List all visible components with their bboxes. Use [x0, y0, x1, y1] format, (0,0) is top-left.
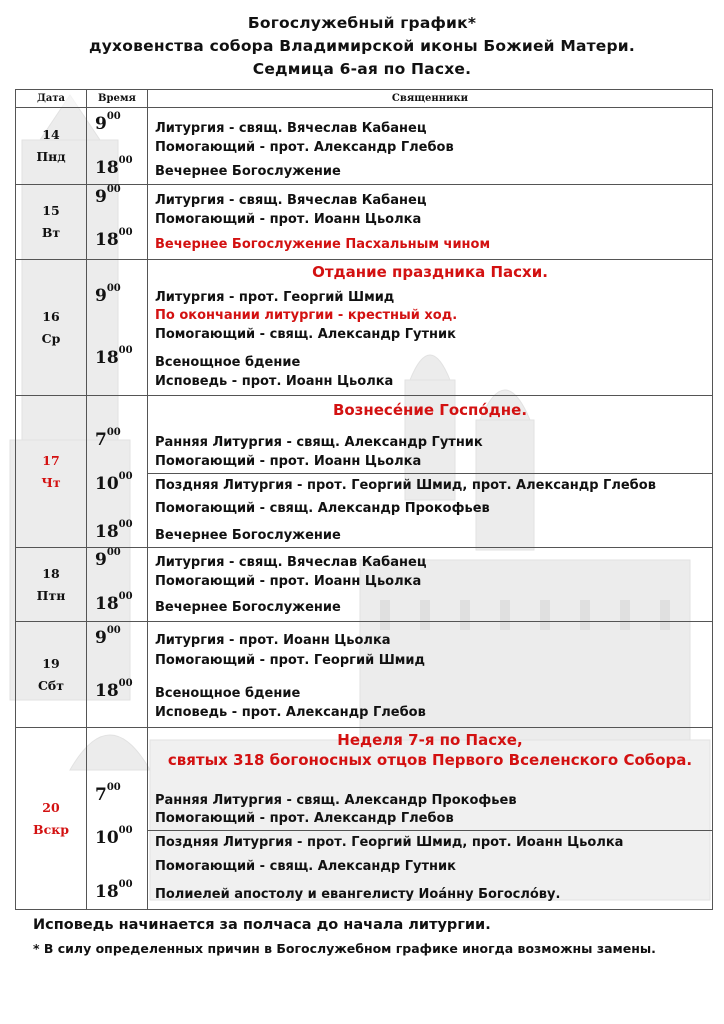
service-line: Поздняя Литургия - прот. Георгий Шмид, прот. Иоанн Цьолка: [155, 835, 624, 850]
service-line: Вечернее Богослужение: [155, 164, 341, 179]
date-cell: [16, 108, 87, 185]
column-header-date: Дата: [16, 90, 87, 108]
title-line-1: Богослужебный график*: [247, 14, 477, 32]
row-divider: [148, 473, 712, 474]
confession-note: Исповедь начинается за полчаса до начала литургии.: [33, 917, 491, 933]
service-time: $9^{00}$: [95, 283, 121, 306]
date-cell: [16, 260, 87, 396]
time-cell: [87, 260, 148, 396]
day-number: 18: [42, 565, 60, 581]
service-line: Вечернее Богослужение: [155, 528, 341, 543]
feast-heading-2: святых 318 богоносных отцов Первого Вселенского Собора.: [167, 751, 693, 769]
service-time: $18^{00}$: [95, 345, 133, 368]
day-number: 16: [42, 308, 60, 324]
weekday: Птн: [36, 587, 66, 603]
service-time: $10^{00}$: [95, 471, 133, 494]
service-time: $7^{00}$: [95, 782, 121, 805]
weekday: Ср: [41, 330, 61, 346]
service-line: Ранняя Литургия - свящ. Александр Гутник: [155, 435, 483, 450]
footer-notes: [33, 914, 656, 960]
service-line: Полиелей апостолу и евангелисту Иоа́нну Богосло́ву.: [155, 887, 561, 902]
column-header-priests: Священники: [148, 90, 713, 108]
service-line: Всенощное бдение: [155, 686, 301, 701]
title-line-3: Седмица 6-ая по Пасхе.: [252, 60, 472, 78]
date-cell: [16, 728, 87, 910]
service-line: Помогающий - свящ. Александр Гутник: [155, 859, 456, 874]
service-line: Помогающий - свящ. Александр Прокофьев: [155, 501, 490, 516]
weekday: Чт: [41, 474, 61, 490]
column-header-time: Время: [87, 90, 148, 108]
table-header-row: [16, 90, 713, 108]
feast-heading: Неделя 7-я по Пасхе,: [337, 731, 523, 749]
service-time: $18^{00}$: [95, 879, 133, 902]
service-time: $18^{00}$: [95, 591, 133, 614]
weekday: Вскр: [33, 821, 69, 837]
service-line: Литургия - прот. Георгий Шмид: [155, 290, 395, 305]
table-row: [16, 185, 713, 260]
time-cell: [87, 185, 148, 260]
table-row: [16, 260, 713, 396]
service-line: Ранняя Литургия - свящ. Александр Прокофьев: [155, 793, 517, 808]
service-line: Поздняя Литургия - прот. Георгий Шмид, прот. Александр Глебов: [155, 478, 656, 493]
day-number: 14: [42, 127, 60, 142]
services-cell: [148, 728, 713, 910]
day-number: 20: [42, 799, 60, 815]
feast-heading: Вознесе́ние Госпо́дне.: [332, 401, 528, 419]
time-cell: [87, 396, 148, 548]
row-divider: [148, 830, 712, 831]
table-row: [16, 728, 713, 910]
service-line: Помогающий - прот. Александр Глебов: [155, 140, 454, 155]
service-line: Исповедь - прот. Александр Глебов: [155, 705, 426, 720]
service-time: $18^{00}$: [95, 155, 133, 178]
weekday: Вт: [41, 225, 61, 240]
table-row: [16, 548, 713, 622]
feast-heading: Отдание праздника Пасхи.: [312, 263, 548, 281]
service-line: Помогающий - прот. Георгий Шмид: [155, 653, 425, 668]
service-line: Исповедь - прот. Иоанн Цьолка: [155, 374, 394, 389]
service-line: Литургия - прот. Иоанн Цьолка: [155, 633, 391, 648]
services-cell: [148, 260, 713, 396]
time-cell: [87, 622, 148, 728]
service-time: $9^{00}$: [95, 625, 121, 648]
service-line: Помогающий - прот. Иоанн Цьолка: [155, 574, 422, 589]
service-time: $18^{00}$: [95, 678, 133, 701]
time-cell: [87, 728, 148, 910]
service-line: Литургия - свящ. Вячеслав Кабанец: [155, 121, 427, 136]
services-cell: [148, 622, 713, 728]
service-time: $18^{00}$: [95, 519, 133, 542]
substitution-note: * В силу определенных причин в Богослужебном графике иногда возможны замены.: [33, 941, 656, 956]
table-row: [16, 108, 713, 185]
service-line: Вечернее Богослужение: [155, 600, 341, 615]
title-line-2: духовенства собора Владимирской иконы Божией Матери.: [89, 37, 635, 55]
date-cell: [16, 548, 87, 622]
weekday: Сбт: [37, 677, 65, 693]
services-cell: [148, 548, 713, 622]
service-line: Помогающий - свящ. Александр Гутник: [155, 327, 456, 342]
day-number: 19: [42, 655, 60, 671]
service-time: $9^{00}$: [95, 184, 121, 207]
service-line: Литургия - свящ. Вячеслав Кабанец: [155, 555, 427, 570]
table-row: [16, 622, 713, 728]
date-cell: [16, 396, 87, 548]
day-number: 17: [42, 452, 60, 468]
document-title: [0, 0, 724, 81]
service-line: Помогающий - прот. Александр Глебов: [155, 811, 454, 826]
service-time: $18^{00}$: [95, 227, 133, 250]
service-time: $9^{00}$: [95, 547, 121, 570]
service-time: $10^{00}$: [95, 825, 133, 848]
date-cell: [16, 185, 87, 260]
service-time: $9^{00}$: [95, 111, 121, 134]
schedule-table: [15, 89, 713, 910]
day-number: 15: [42, 203, 60, 218]
service-line: Помогающий - прот. Иоанн Цьолка: [155, 454, 422, 469]
service-line-highlight: По окончании литургии - крестный ход.: [155, 308, 458, 323]
service-line: Литургия - свящ. Вячеслав Кабанец: [155, 193, 427, 208]
service-line-highlight: Вечернее Богослужение Пасхальным чином: [155, 237, 491, 252]
table-row: [16, 396, 713, 548]
service-time: $7^{00}$: [95, 427, 121, 450]
services-cell: [148, 396, 713, 548]
time-cell: [87, 548, 148, 622]
weekday: Пнд: [36, 149, 66, 164]
time-cell: [87, 108, 148, 185]
services-cell: [148, 185, 713, 260]
service-line: Помогающий - прот. Иоанн Цьолка: [155, 212, 422, 227]
service-line: Всенощное бдение: [155, 355, 301, 370]
date-cell: [16, 622, 87, 728]
services-cell: [148, 108, 713, 185]
